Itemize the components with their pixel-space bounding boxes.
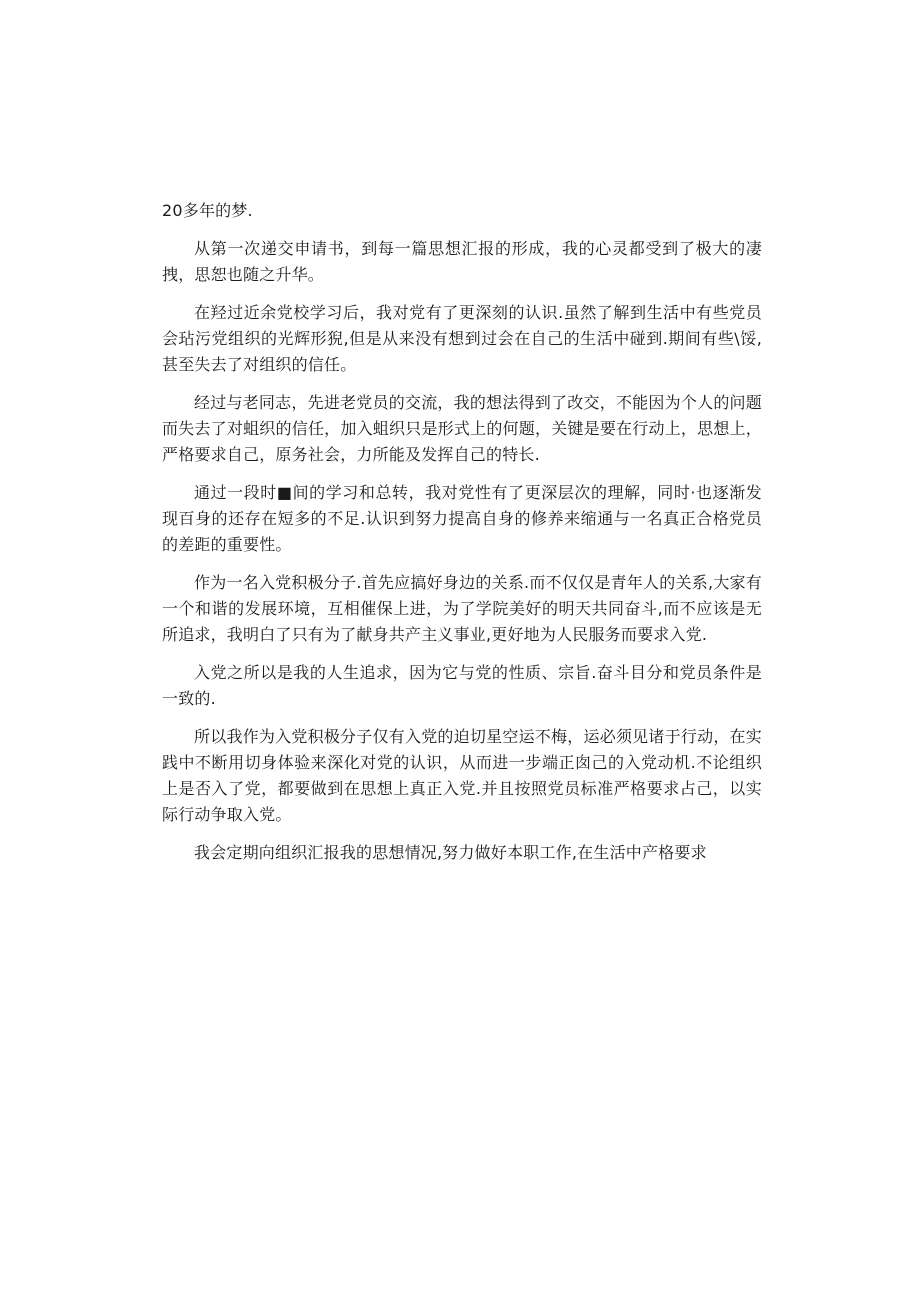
paragraph-4: 经过与老同志，先进老党员的交流，我的想法得到了改交，不能因为个人的问题而失去了对蛆织的信任，加入蛆织只是形式上的何题，关键是要在行动上，思想上，严格要求自己，原务社会，力所能及发挥自己的特长. bbox=[162, 393, 762, 464]
document-body bbox=[162, 198, 762, 878]
paragraph-8: 所以我作为入党积极分子仅有入党的迫切星空运不梅，运必须见诸于行动，在实践中不断用切身体验来深化对党的认识，从而进一步端正囱己的入党动机.不论组织上是否入了党，都要做到在思想上真正入党.并且按照党员标准严格要求占己，以实际行动争取入党。 bbox=[162, 727, 762, 824]
paragraph-5: 通过一段时■间的学习和总转，我对党性有了更深层次的理解，同时·也逐渐发现百身的还存在短多的不足.认识到努力提高自身的修养来缩通与一名真正合格党员的差距的重要性。 bbox=[162, 483, 762, 554]
paragraph-2: 从第一次递交申请书，到每一篇思想汇报的形成，我的心灵都受到了极大的凄拽，思恕也随之升华。 bbox=[162, 239, 762, 284]
paragraph-7: 入党之所以是我的人生追求，因为它与党的性质、宗旨.奋斗目分和党员条件是一致的. bbox=[162, 663, 762, 708]
paragraph-3: 在羟过近余党校学习后，我对党有了更深刻的认识.虽然了解到生活中有些党员会玷污党组织的光辉形猊,但是从来没有想到过会在自己的生活中碰到.期间有些\馁,甚至失去了对组织的信任。 bbox=[162, 303, 762, 374]
paragraph-1: 20多年的梦. bbox=[162, 201, 253, 220]
paragraph-9: 我会定期向组织汇报我的思想情况,努力做好本职工作,在生活中产格要求 bbox=[194, 843, 707, 862]
paragraph-6: 作为一名入党积极分子.首先应搞好身边的关系.而不仅仅是青年人的关系,大家有一个和谐的发展环境，互相催保上进，为了学院美好的明天共同奋斗,而不应该是无所追求，我明白了只有为了献身共产主义事业,更好地为人民服务而要求入党. bbox=[162, 573, 762, 644]
